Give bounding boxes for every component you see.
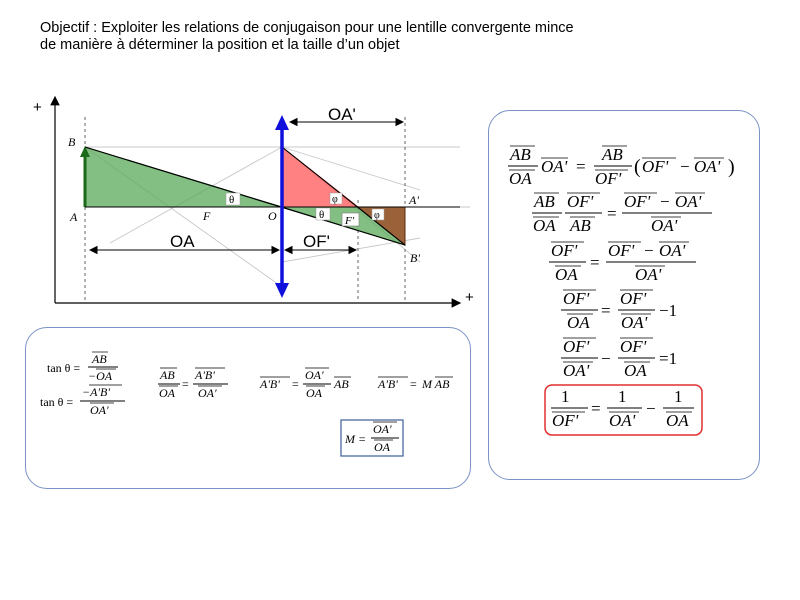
svg-text:−A'B': −A'B' (82, 385, 110, 399)
OA-prime-label: OA' (328, 105, 356, 124)
svg-text:OF': OF' (642, 157, 669, 176)
svg-text:OA': OA' (373, 422, 392, 436)
svg-text:1: 1 (674, 387, 683, 406)
svg-text:=: = (590, 253, 600, 272)
svg-text:=: = (576, 157, 586, 176)
svg-text:AB: AB (334, 377, 349, 391)
svg-text:=: = (601, 301, 611, 320)
svg-text:−1: −1 (659, 301, 678, 320)
svg-text:−: − (680, 157, 690, 176)
svg-text:OA: OA (533, 216, 556, 235)
svg-text:=: = (607, 204, 617, 223)
svg-text:OA': OA' (609, 411, 636, 430)
svg-text:=1: =1 (659, 349, 678, 368)
svg-text:−OA: −OA (88, 369, 113, 383)
final-numerator-1: 1 (561, 387, 570, 406)
svg-text:OA': OA' (541, 157, 568, 176)
svg-text:OA': OA' (694, 157, 721, 176)
svg-text:OA: OA (555, 265, 578, 284)
svg-text:OA: OA (666, 411, 689, 430)
svg-text:OF': OF' (620, 337, 647, 356)
label-B: B (68, 135, 76, 149)
svg-text:−: − (646, 399, 656, 418)
svg-text:AB: AB (510, 145, 531, 164)
theta-1: θ (229, 194, 235, 206)
svg-text:OA': OA' (635, 265, 662, 284)
svg-text:OA': OA' (305, 368, 324, 382)
svg-text:OA: OA (509, 169, 532, 188)
svg-text:OA: OA (567, 313, 590, 332)
svg-text:−: − (644, 241, 654, 260)
svg-text:A'B': A'B' (260, 377, 280, 391)
svg-text:OF': OF' (595, 169, 622, 188)
svg-text:OA: OA (624, 361, 647, 380)
svg-text:−: − (660, 192, 670, 211)
svg-text:AB: AB (602, 145, 623, 164)
svg-text:A'B': A'B' (378, 377, 398, 391)
phi-2-icon: φ (374, 210, 380, 221)
label-F-prime: F' (345, 215, 355, 227)
svg-text:−: − (601, 349, 611, 368)
svg-text:M AB: M AB (422, 377, 450, 391)
svg-text:AB: AB (92, 352, 107, 366)
svg-text:OA': OA' (563, 361, 590, 380)
label-F: F (203, 209, 211, 223)
svg-text:=: = (292, 377, 299, 391)
svg-text:AB: AB (534, 192, 555, 211)
svg-text:=: = (591, 399, 601, 418)
svg-text:): ) (728, 156, 735, 178)
phi-1-icon: φ (332, 194, 338, 205)
OF-label: OF' (303, 232, 330, 251)
label-A-prime: A' (409, 193, 419, 207)
svg-text:OF': OF' (567, 192, 594, 211)
svg-text:OA: OA (374, 440, 390, 454)
svg-text:OF': OF' (620, 289, 647, 308)
svg-text:AB: AB (570, 216, 591, 235)
OA-label: OA (170, 232, 195, 251)
svg-text:OA: OA (306, 386, 322, 400)
svg-text:=: = (182, 377, 189, 391)
svg-text:OF': OF' (563, 289, 590, 308)
label-B-prime: B' (410, 251, 420, 265)
svg-text:=: = (410, 377, 417, 391)
svg-text:OF': OF' (608, 241, 635, 260)
label-A: A (70, 210, 78, 224)
svg-text:OA': OA' (621, 313, 648, 332)
svg-text:OA': OA' (198, 386, 217, 400)
svg-text:OA': OA' (675, 192, 702, 211)
objective-line2: de manière à déterminer la position et la taille d’un objet (40, 37, 400, 53)
plus-y-label: + (33, 99, 42, 116)
svg-text:AB: AB (160, 368, 175, 382)
svg-text:OA': OA' (659, 241, 686, 260)
svg-text:(: ( (634, 156, 641, 178)
label-O: O (268, 209, 277, 223)
theta-2: θ (319, 209, 325, 221)
tan-eq-2-lhs: tan θ = (40, 395, 74, 409)
svg-text:OA': OA' (651, 216, 678, 235)
svg-text:1: 1 (618, 387, 627, 406)
M-label: M = (345, 432, 367, 446)
svg-text:OF': OF' (624, 192, 651, 211)
tan-eq-1-lhs: tan θ = (47, 361, 81, 375)
objective-label: Objectif : (40, 20, 98, 36)
objective-line1: Exploiter les relations de conjugaison pour une lentille convergente mince (101, 20, 574, 36)
svg-text:OF': OF' (563, 337, 590, 356)
svg-text:OF': OF' (551, 241, 578, 260)
svg-text:OA: OA (159, 386, 175, 400)
svg-text:OA': OA' (90, 403, 109, 417)
svg-text:OF': OF' (552, 411, 579, 430)
plus-x-label: + (465, 289, 474, 306)
svg-text:A'B': A'B' (195, 368, 215, 382)
